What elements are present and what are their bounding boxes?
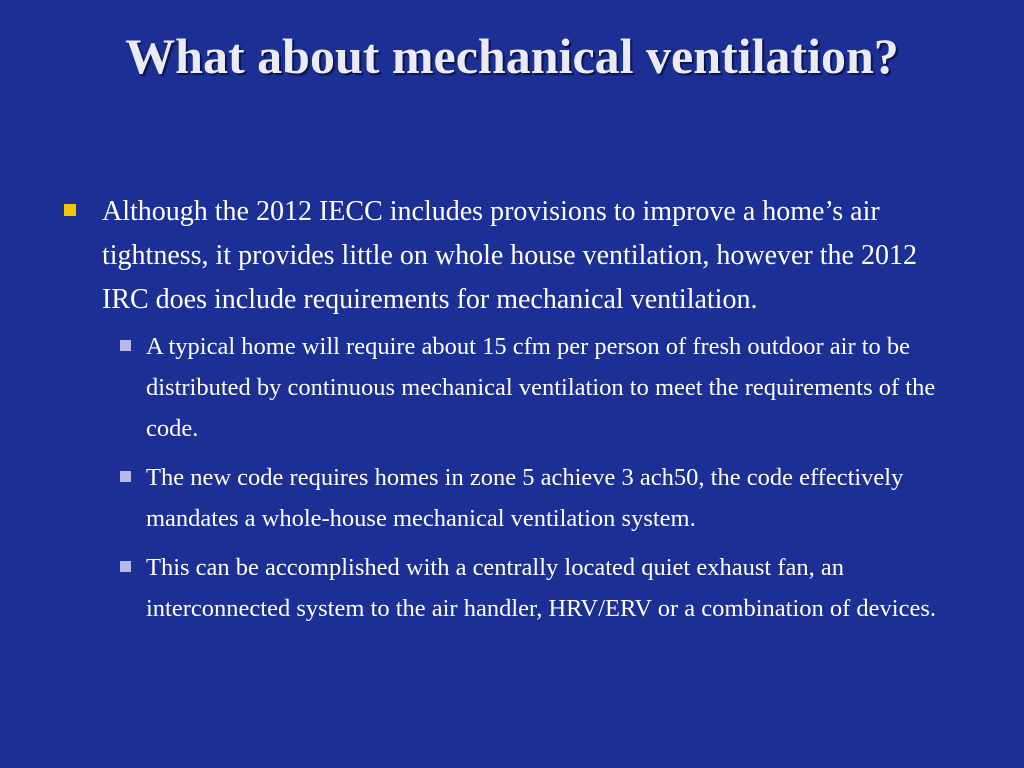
- bullet-text: Although the 2012 IECC includes provisions to improve a home’s air tightness, it provides little on whole house ventilation, however the 2012 IRC does include requirements for mechanical ventilation.: [102, 196, 917, 315]
- square-bullet-icon: [120, 471, 131, 482]
- slide-body: [60, 190, 960, 637]
- bullet-item: [60, 190, 960, 322]
- sub-bullet-text: This can be accomplished with a centrally located quiet exhaust fan, an interconnected system to the air handler, HRV/ERV or a combination of devices.: [146, 554, 936, 622]
- square-bullet-icon: [120, 561, 131, 572]
- sub-bullet-text: A typical home will require about 15 cfm per person of fresh outdoor air to be distributed by continuous mechanical ventilation to meet the requirements of the code.: [146, 333, 936, 442]
- sub-bullet-item: [102, 326, 960, 449]
- slide-title: What about mechanical ventilation?: [125, 28, 899, 84]
- sub-bullet-text: The new code requires homes in zone 5 achieve 3 ach50, the code effectively mandates a whole-house mechanical ventilation system.: [146, 464, 904, 532]
- sub-bullet-item: [102, 547, 960, 629]
- square-bullet-icon: [120, 340, 131, 351]
- sub-bullet-item: [102, 457, 960, 539]
- square-bullet-icon: [64, 204, 76, 216]
- sub-bullet-list: [60, 326, 960, 629]
